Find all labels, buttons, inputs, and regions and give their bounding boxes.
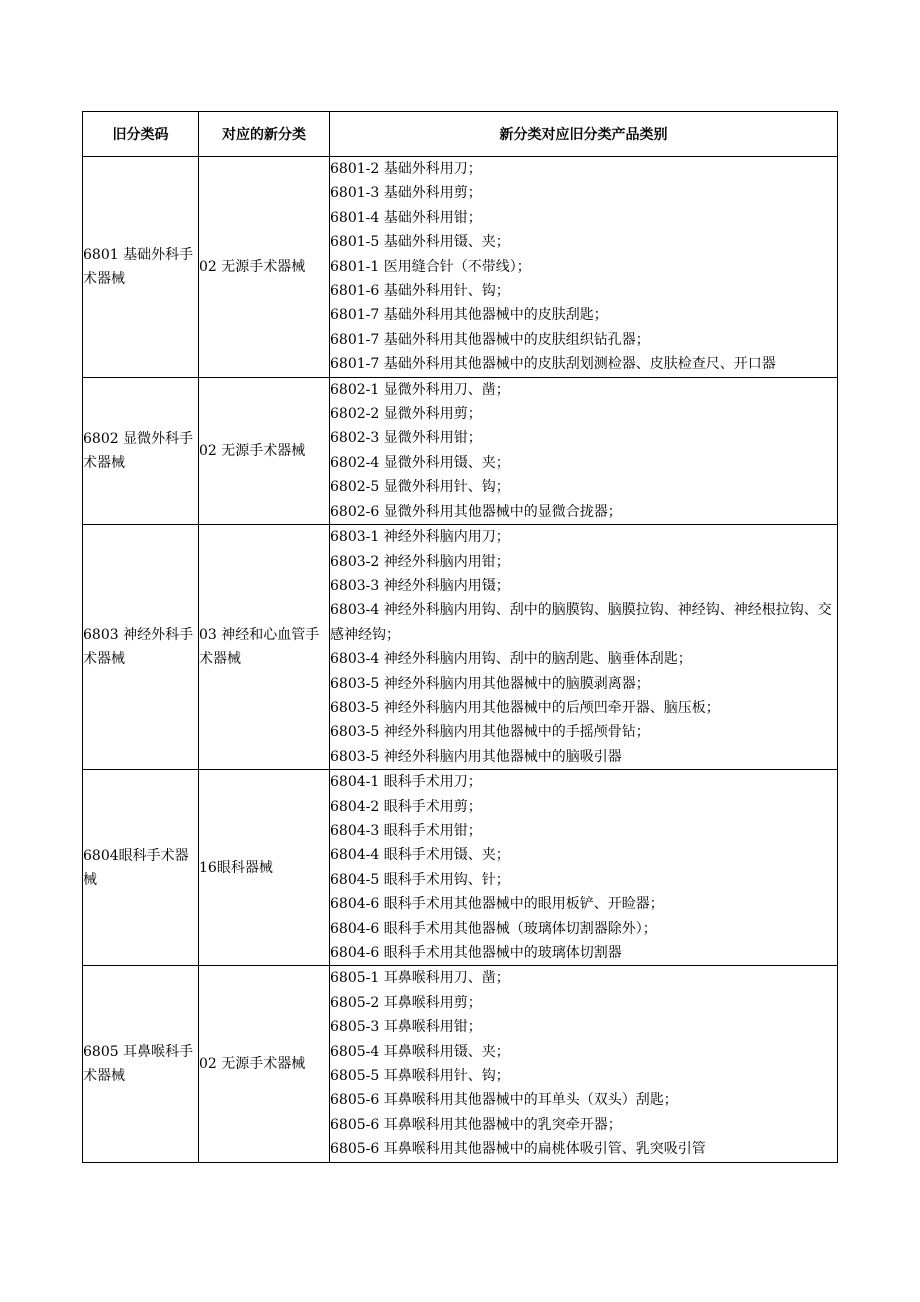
product-items-cell [330,966,838,1162]
list-item: 6804-1 眼科手术用刀； [330,774,482,791]
list-item: 6801-2 基础外科用刀； [330,161,482,177]
list-item: 6804-2 眼科手术用剪； [330,798,482,815]
table-row [83,157,838,378]
list-item: 6801-1 医用缝合针（不带线）； [330,258,531,275]
list-item: 6801-3 基础外科用剪； [330,185,482,202]
list-item: 6805-6 耳鼻喉科用其他器械中的扁桃体吸引管、乳突吸引管 [330,1141,706,1158]
table-row [83,525,838,770]
list-item: 6805-1 耳鼻喉科用刀、凿； [330,970,510,987]
list-item: 6801-7 基础外科用其他器械中的皮肤组织钻孔器； [330,331,650,348]
list-item: 6803-5 神经外科脑内用其他器械中的后颅凹牵开器、脑压板； [330,699,720,716]
header-old-code: 旧分类码 [83,112,199,157]
list-item: 6805-4 耳鼻喉科用镊、夹； [330,1043,510,1060]
list-item: 6803-5 神经外科脑内用其他器械中的脑吸引器 [330,748,622,765]
old-code-cell: 6802 显微外科手术器械 [83,377,199,524]
old-code-cell: 6805 耳鼻喉科手术器械 [83,966,199,1162]
product-items-cell [330,525,838,770]
list-item: 6801-4 基础外科用钳； [330,209,482,226]
new-category-cell: 16眼科器械 [199,770,330,966]
product-items-cell [330,770,838,966]
list-item: 6805-5 耳鼻喉科用针、钩； [330,1068,510,1085]
old-code-cell: 6801 基础外科手术器械 [83,157,199,378]
list-item: 6804-4 眼科手术用镊、夹； [330,847,510,864]
table-row [83,966,838,1162]
list-item: 6802-4 显微外科用镊、夹； [330,454,510,471]
list-item: 6805-2 耳鼻喉科用剪； [330,994,482,1011]
list-item: 6803-4 神经外科脑内用钩、刮中的脑刮匙、脑垂体刮匙； [330,651,692,668]
product-items-cell [330,157,838,378]
list-item: 6804-5 眼科手术用钩、针； [330,871,510,888]
list-item: 6805-6 耳鼻喉科用其他器械中的乳突牵开器； [330,1116,622,1133]
list-item: 6803-2 神经外科脑内用钳； [330,553,510,570]
list-item: 6804-6 眼科手术用其他器械中的玻璃体切割器 [330,945,622,961]
new-category-cell: 02 无源手术器械 [199,157,330,378]
header-product-types: 新分类对应旧分类产品类别 [330,112,838,157]
list-item: 6803-3 神经外科脑内用镊； [330,577,510,594]
list-item: 6804-6 眼科手术用其他器械中的眼用板铲、开睑器； [330,896,664,913]
old-code-cell: 6804眼科手术器械 [83,770,199,966]
list-item: 6803-5 神经外科脑内用其他器械中的手摇颅骨钻； [330,724,650,741]
list-item: 6801-7 基础外科用其他器械中的皮肤刮划测检器、皮肤检查尺、开口器 [330,356,776,373]
list-item: 6805-6 耳鼻喉科用其他器械中的耳单头（双头）刮匙； [330,1092,678,1109]
list-item: 6802-2 显微外科用剪； [330,406,482,423]
list-item: 6801-5 基础外科用镊、夹； [330,234,510,251]
list-item: 6802-6 显微外科用其他器械中的显微合拢器； [330,503,622,520]
new-category-cell: 03 神经和心血管手术器械 [199,525,330,770]
new-category-cell: 02 无源手术器械 [199,966,330,1162]
list-item: 6803-5 神经外科脑内用其他器械中的脑膜剥离器； [330,675,650,692]
list-item: 6804-6 眼科手术用其他器械（玻璃体切割器除外）； [330,920,657,937]
new-category-cell: 02 无源手术器械 [199,377,330,524]
table-row [83,770,838,966]
header-new-category: 对应的新分类 [199,112,330,157]
product-items-cell [330,377,838,524]
list-item: 6802-3 显微外科用钳； [330,430,482,447]
list-item: 6801-7 基础外科用其他器械中的皮肤刮匙； [330,307,608,324]
classification-table [82,111,838,1163]
list-item: 6803-1 神经外科脑内用刀； [330,529,510,546]
table-row [83,377,838,524]
list-item: 6804-3 眼科手术用钳； [330,822,482,839]
list-item: 6801-6 基础外科用针、钩； [330,283,510,300]
list-item: 6802-1 显微外科用刀、凿； [330,381,510,398]
header-row [83,112,838,157]
list-item: 6805-3 耳鼻喉科用钳； [330,1019,482,1036]
list-item: 6802-5 显微外科用针、钩； [330,479,510,496]
old-code-cell: 6803 神经外科手术器械 [83,525,199,770]
list-item: 6803-4 神经外科脑内用钩、刮中的脑膜钩、脑膜拉钩、神经钩、神经根拉钩、交感神经钩； [330,602,832,643]
